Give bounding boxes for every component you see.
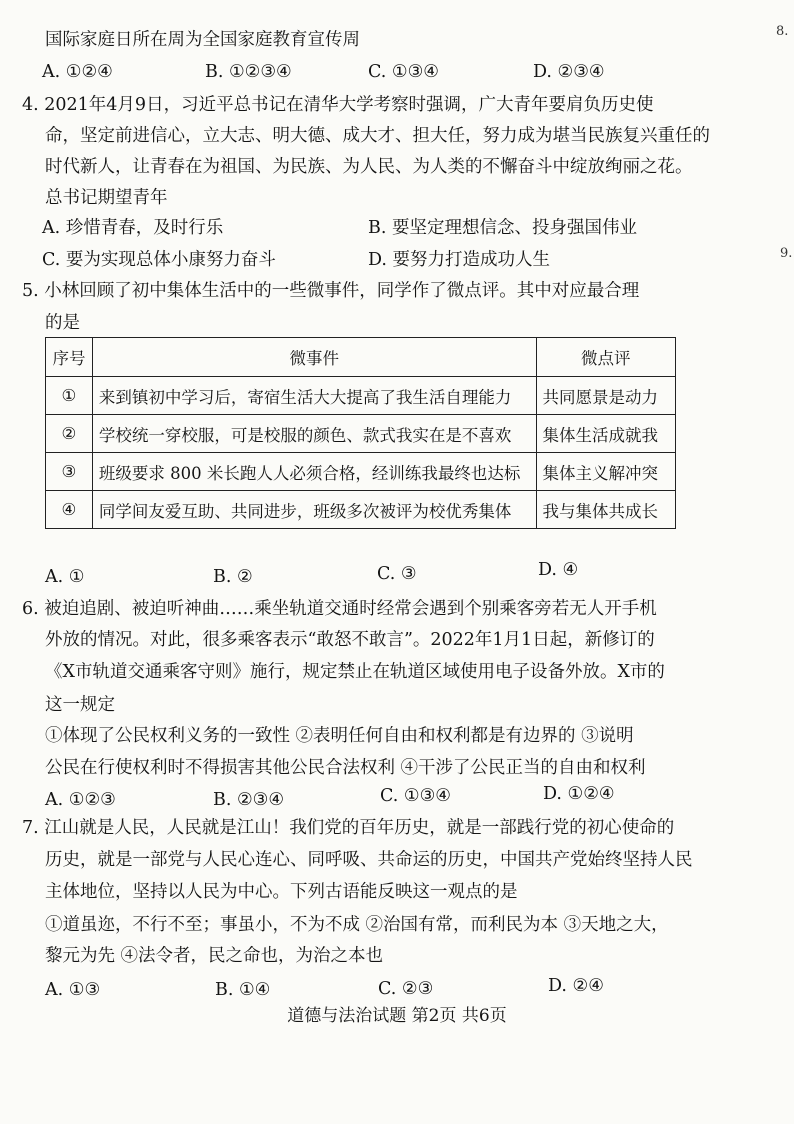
q7-line-5: 黎元为先 ④法令者，民之命也，为治之本也: [45, 946, 384, 966]
q4-line-3: 时代新人，让青春在为祖国、为民族、为人民、为人类的不懈奋斗中绽放绚丽之花。: [45, 157, 693, 177]
q6-line-5: ①体现了公民权利义务的一致性 ②表明任何自由和权利都是有边界的 ③说明: [45, 726, 634, 746]
q6-line-4: 这一规定: [45, 695, 115, 715]
q6-option-b: B. ②③④: [213, 790, 285, 810]
q6-line-6: 公民在行使权利时不得损害其他公民合法权利 ④干涉了公民正当的自由和权利: [45, 758, 646, 778]
q3-option-d: D. ②③④: [533, 62, 605, 82]
q4-line-1: 4. 2021年4月9日，习近平总书记在清华大学考察时强调，广大青年要肩负历史使: [22, 95, 654, 115]
table-cell: 我与集体共成长: [536, 491, 675, 529]
table-row: [46, 377, 676, 415]
q5-line-1: 5. 小林回顾了初中集体生活中的一些微事件，同学作了微点评。其中对应最合理: [22, 281, 640, 301]
page-footer: 道德与法治试题 第2页 共6页: [287, 1006, 507, 1026]
q7-line-1: 7. 江山就是人民，人民就是江山！我们党的百年历史，就是一部践行党的初心使命的: [22, 818, 675, 838]
q4-option-c: C. 要为实现总体小康努力奋斗: [42, 250, 276, 270]
q5-option-b: B. ②: [213, 567, 253, 587]
micro-event-table: [45, 337, 676, 529]
q3-option-a: A. ①②④: [42, 62, 113, 82]
edge-mark-9: 9.: [780, 246, 793, 261]
q4-option-b: B. 要坚定理想信念、投身强国伟业: [368, 218, 637, 238]
edge-mark-8: 8.: [776, 24, 789, 39]
q7-option-c: C. ②③: [378, 979, 434, 999]
table-cell: 同学间友爱互助、共同进步，班级多次被评为校优秀集体: [92, 491, 536, 529]
q4-option-d: D. 要努力打造成功人生: [368, 250, 551, 270]
table-header: 微事件: [92, 338, 536, 377]
q7-line-4: ①道虽迩，不行不至；事虽小，不为不成 ②治国有常，而利民为本 ③天地之大，: [45, 915, 669, 935]
table-cell: 学校统一穿校服，可是校服的颜色、款式我实在是不喜欢: [92, 415, 536, 453]
q3-tail-text: 国际家庭日所在周为全国家庭教育宣传周: [45, 30, 360, 50]
table-cell: ①: [46, 377, 93, 415]
q4-line-4: 总书记期望青年: [45, 188, 168, 208]
q6-option-c: C. ①③④: [380, 786, 451, 806]
q6-line-1: 6. 被迫追剧、被迫听神曲……乘坐轨道交通时经常会遇到个别乘客旁若无人开手机: [22, 599, 657, 619]
table-header-row: [46, 338, 676, 377]
q5-option-d: D. ④: [538, 560, 579, 580]
q6-option-d: D. ①②④: [543, 784, 615, 804]
table-header: 微点评: [536, 338, 675, 377]
q7-option-d: D. ②④: [548, 976, 604, 996]
table-cell: 班级要求 800 米长跑人人必须合格，经训练我最终也达标: [92, 453, 536, 491]
q3-option-b: B. ①②③④: [205, 62, 292, 82]
q5-option-a: A. ①: [45, 567, 85, 587]
q3-option-c: C. ①③④: [368, 62, 439, 82]
q4-line-2: 命，坚定前进信心，立大志、明大德、成大才、担大任，努力成为堪当民族复兴重任的: [45, 126, 710, 146]
table-cell: 集体主义解冲突: [536, 453, 675, 491]
q5-option-c: C. ③: [377, 564, 417, 584]
table-header: 序号: [46, 338, 93, 377]
table-cell: 共同愿景是动力: [536, 377, 675, 415]
q6-line-2: 外放的情况。对此，很多乘客表示“敢怒不敢言”。2022年1月1日起，新修订的: [45, 630, 655, 650]
table-cell: ③: [46, 453, 93, 491]
table-cell: ②: [46, 415, 93, 453]
table-row: [46, 491, 676, 529]
table-row: [46, 453, 676, 491]
q7-line-2: 历史，就是一部党与人民心连心、同呼吸、共命运的历史，中国共产党始终坚持人民: [45, 850, 693, 870]
table-row: [46, 415, 676, 453]
table-cell: ④: [46, 491, 93, 529]
q6-option-a: A. ①②③: [45, 790, 116, 810]
q7-option-a: A. ①③: [45, 980, 101, 1000]
q4-option-a: A. 珍惜青春，及时行乐: [42, 218, 224, 238]
table-cell: 集体生活成就我: [536, 415, 675, 453]
q7-line-3: 主体地位，坚持以人民为中心。下列古语能反映这一观点的是: [45, 882, 518, 902]
q7-option-b: B. ①④: [215, 980, 271, 1000]
q6-line-3: 《X市轨道交通乘客守则》施行，规定禁止在轨道区域使用电子设备外放。X市的: [45, 662, 665, 682]
table-cell: 来到镇初中学习后，寄宿生活大大提高了我生活自理能力: [92, 377, 536, 415]
q5-line-2: 的是: [45, 313, 80, 333]
